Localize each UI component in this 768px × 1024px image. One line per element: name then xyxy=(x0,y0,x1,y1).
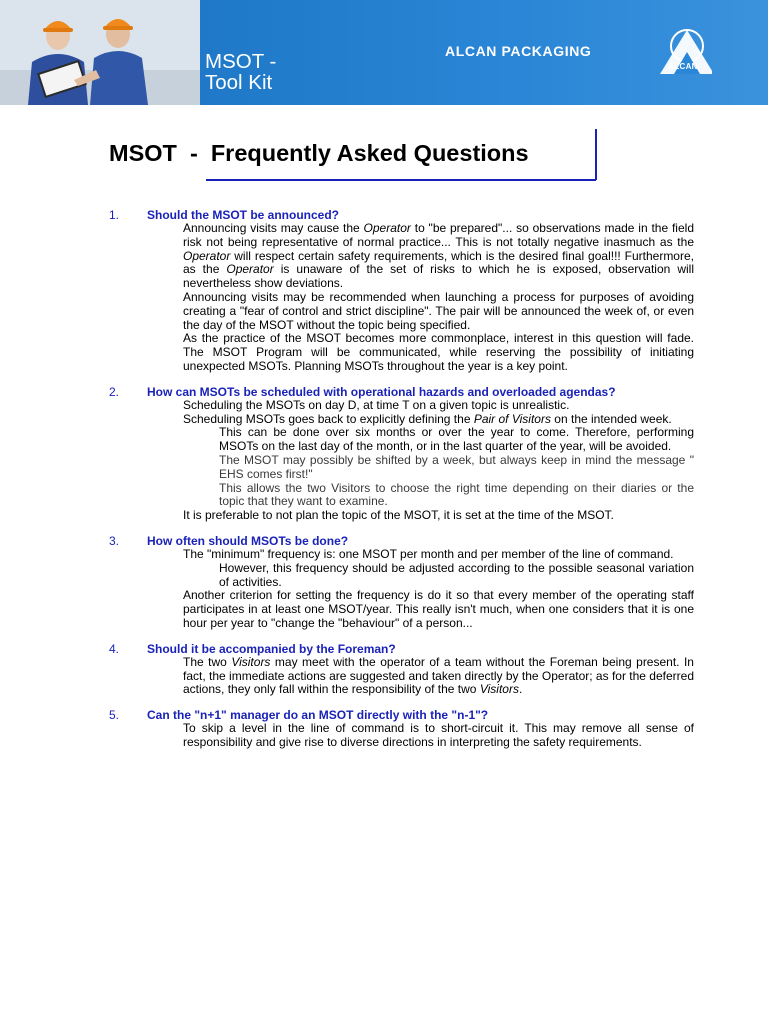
faq-item-1 xyxy=(0,208,768,374)
answer-emphasis: Visitors xyxy=(479,682,519,697)
answer-subparagraph: This can be done over six months or over the year to come. Therefore, performing MSOTs on the last day of the month, or in the last quarter of the year, will be avoided. xyxy=(219,425,694,454)
answer-paragraph: Scheduling the MSOTs on day D, at time T on a given topic is unrealistic. xyxy=(183,397,570,412)
answer-text: Scheduling MSOTs goes back to explicitly defining the xyxy=(183,411,474,426)
answer-paragraph xyxy=(183,222,694,291)
answer-paragraph: Another criterion for setting the frequency is do it so that every member of the operating staff participates in at least one MSOT/year. This really isn't much, when one considers that it is one hour per year to "change the "behaviour" of a person... xyxy=(183,588,694,630)
question-text: Should it be accompanied by the Foreman? xyxy=(147,641,396,656)
faq-item-2 xyxy=(0,385,768,523)
answer-text: will respect certain safety requirements, which is the desired final goal!!! Furthermore, as the xyxy=(183,248,694,277)
question-text: Should the MSOT be announced? xyxy=(147,208,339,222)
faq-list xyxy=(0,208,768,761)
answer-text: may meet with the operator of a team without the Foreman being present. In fact, the immediate actions are suggested and taken directly by the Operator; as for the deferred actions, they only fall within the responsibility of the two xyxy=(183,654,694,697)
toolkit-title-line1: MSOT - xyxy=(205,50,277,73)
answer-paragraph: Announcing visits may be recommended when launching a process for purposes of avoiding creating a "fear of control and strict discipline". The pair will be announced the week of, or even the day of the MSOT without the topic being specified. xyxy=(183,289,694,332)
faq-item-5 xyxy=(0,708,768,750)
question-number: 1. xyxy=(109,208,120,222)
toolkit-title xyxy=(205,51,276,93)
faq-item-4 xyxy=(0,642,768,697)
question-text: How can MSOTs be scheduled with operational hazards and overloaded agendas? xyxy=(147,384,616,399)
question-number: 5. xyxy=(109,708,120,723)
answer-text: The two xyxy=(183,654,232,669)
title-bar xyxy=(595,129,597,180)
answer-emphasis: Visitors xyxy=(231,654,271,669)
answer-paragraph xyxy=(183,656,694,697)
answer-paragraph: It is preferable to not plan the topic of the MSOT, it is set at the time of the MSOT. xyxy=(183,508,614,523)
answer-emphasis: Pair of Visitors xyxy=(473,411,551,426)
answer-paragraph: The "minimum" frequency is: one MSOT per month and per member of the line of command. xyxy=(183,546,674,561)
question-number: 4. xyxy=(109,641,120,656)
logo-text: ALCAN xyxy=(668,62,698,71)
answer-paragraph: As the practice of the MSOT becomes more commonplace, interest in this question will fade. The MSOT Program will be communicated, while reserving the possibility of initiating unexpected MSOTs. Planning MSOTs throughout the year is a key point. xyxy=(183,331,694,373)
title-underline xyxy=(206,179,596,181)
workers-photo-illustration xyxy=(0,0,200,105)
answer-text: to "be prepared"... so observations made in the field risk not being representative of normal practice... This is not totally negative inasmuch as the xyxy=(183,221,694,249)
toolkit-title-line2: Tool Kit xyxy=(205,71,273,94)
question-number: 3. xyxy=(109,533,120,548)
page-title: MSOT - Frequently Asked Questions xyxy=(109,140,529,166)
answer-emphasis: Operator xyxy=(363,221,411,235)
answer-paragraph xyxy=(183,413,694,427)
answer-subparagraph: However, this frequency should be adjusted according to the possible seasonal variation of activities. xyxy=(219,560,694,589)
answer-paragraph: To skip a level in the line of command is to short-circuit it. This may remove all sense of responsibility and give rise to diverse directions in interpreting the safety requirements. xyxy=(183,721,694,749)
answer-subparagraph: This allows the two Visitors to choose the right time depending on their diaries or the topic that they want to examine. xyxy=(219,480,694,509)
faq-item-3 xyxy=(0,534,768,631)
header-banner xyxy=(0,0,768,105)
answer-emphasis: Operator xyxy=(183,248,231,263)
answer-subparagraph: The MSOT may possibly be shifted by a week, but always keep in mind the message " EHS comes first!" xyxy=(219,452,694,481)
answer-text: on the intended week. xyxy=(550,411,672,426)
answer-text: is unaware of the set of risks to which he is exposed, observation will nevertheless show deviations. xyxy=(183,262,694,291)
question-text: Can the "n+1" manager do an MSOT directly with the "n-1"? xyxy=(147,708,489,723)
question-number: 2. xyxy=(109,384,120,399)
answer-emphasis: Operator xyxy=(226,262,274,277)
header-photo xyxy=(0,0,200,105)
answer-text: Announcing visits may cause the xyxy=(183,221,364,235)
question-text: How often should MSOTs be done? xyxy=(147,533,349,548)
brand-name: ALCAN PACKAGING xyxy=(445,43,592,59)
answer-text: . xyxy=(518,682,523,697)
